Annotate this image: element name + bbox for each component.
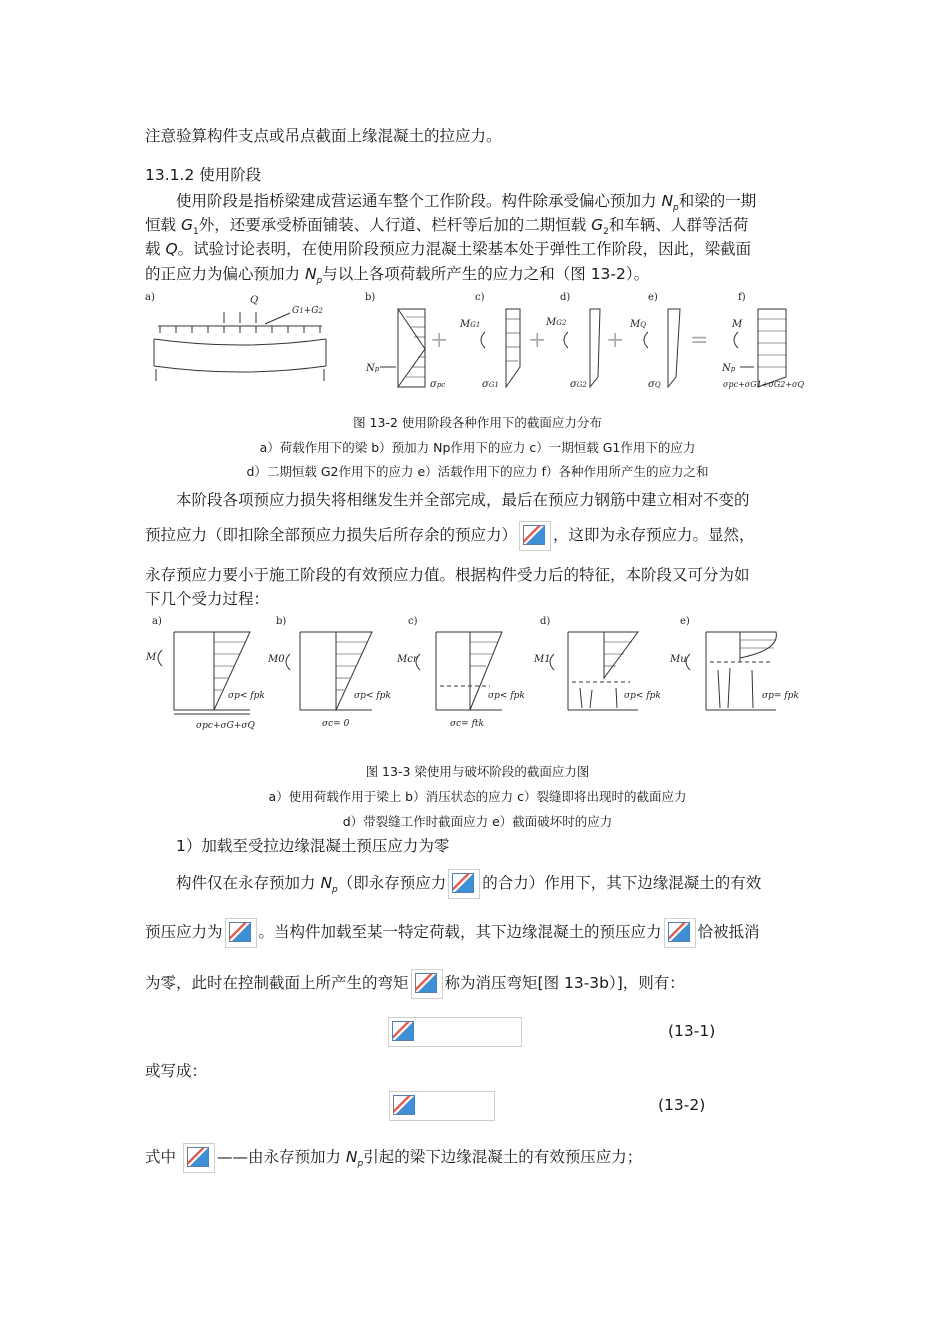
svg-text:M1: M1	[534, 654, 551, 665]
svg-text:Np: Np	[366, 363, 380, 374]
svg-text:b): b)	[365, 292, 376, 303]
svg-text:σc= ftk: σc= ftk	[450, 719, 484, 729]
formula-image-placeholder	[519, 521, 551, 551]
svg-text:σpc+σG+σQ: σpc+σG+σQ	[196, 721, 255, 731]
svg-text:c): c)	[408, 616, 418, 627]
paragraph-line: 载 Q。试验讨论表明，在使用阶段预应力混凝土梁基本处于弹性工作阶段，因此，梁截面	[145, 240, 752, 258]
svg-text:d): d)	[540, 616, 551, 627]
svg-text:σp< fpk: σp< fpk	[228, 691, 265, 701]
formula-image-placeholder	[225, 918, 257, 948]
figure-13-2	[140, 287, 820, 399]
figure-subcaption: a）荷载作用下的梁 b）预加力 Np作用下的应力 c）一期恒载 G1作用下的应力	[259, 440, 696, 455]
svg-text:σG2: σG2	[570, 379, 587, 390]
formula-image-placeholder	[411, 969, 443, 999]
svg-text:f): f)	[738, 292, 746, 303]
formula-image-placeholder	[183, 1143, 215, 1173]
paragraph-line: 式中 ——由永存预加力 $N_p$引起的梁下边缘混凝土的有效预压应力；	[145, 1142, 810, 1179]
figure-caption: 图 13-2 使用阶段各种作用下的截面应力分布	[353, 415, 602, 430]
figure-subcaption: d）二期恒载 G2作用下的应力 e）活载作用下的应力 f）各种作用所产生的应力之和	[246, 464, 709, 479]
svg-text:+: +	[528, 328, 547, 353]
paragraph-intro: 注意验算构件支点或吊点截面上缘混凝土的拉应力。	[145, 127, 502, 145]
svg-text:+: +	[606, 328, 625, 353]
svg-text:σp< fpk: σp< fpk	[624, 691, 661, 701]
svg-text:b): b)	[276, 616, 287, 627]
paragraph-line: 下几个受力过程：	[145, 590, 270, 608]
paragraph-line: 预拉应力（即扣除全部预应力损失后所存余的预应力） ，这即为永存预应力。显然，	[145, 520, 810, 551]
paragraph-line: 构件仅在永存预加力 $N_p$（即永存预应力 的合力）作用下，其下边缘混凝土的有效	[145, 868, 810, 905]
svg-text:MG1: MG1	[460, 319, 481, 330]
equation-image-placeholder	[389, 1091, 495, 1121]
svg-text:σp< fpk: σp< fpk	[354, 691, 391, 701]
figure-subcaption: a）使用荷载作用于梁上 b）消压状态的应力 c）裂缝即将出现时的截面应力	[268, 789, 687, 804]
paragraph-line: 恒载 $G_1$外，还要承受桥面铺装、人行道、栏杆等后加的二期恒载 $G_2$和车辆、人群等活荷	[145, 216, 749, 238]
svg-text:σp= fpk: σp= fpk	[762, 691, 799, 701]
section-heading: 13.1.2 使用阶段	[145, 166, 262, 184]
svg-text:Mu: Mu	[670, 654, 687, 665]
svg-text:σG1: σG1	[482, 379, 499, 390]
equation-number: (13-2)	[658, 1096, 706, 1114]
list-item: 1）加载至受拉边缘混凝土预压应力为零	[176, 837, 450, 855]
svg-text:e): e)	[648, 292, 658, 303]
paragraph-line: 本阶段各项预应力损失将相继发生并全部完成，最后在预应力钢筋中建立相对不变的	[176, 491, 750, 509]
svg-text:M: M	[732, 319, 743, 330]
svg-text:MQ: MQ	[630, 319, 646, 330]
svg-text:Mcr: Mcr	[397, 654, 418, 665]
svg-text:σp< fpk: σp< fpk	[488, 691, 525, 701]
svg-text:σpc+σG1+σG2+σQ: σpc+σG1+σG2+σQ	[723, 380, 805, 389]
svg-text:=: =	[690, 328, 709, 353]
paragraph-line: 为零，此时在控制截面上所产生的弯矩 称为消压弯矩[图 13-3b）]，则有：	[145, 968, 810, 999]
paragraph-line: 的正应力为偏心预加力 $N_p$与以上各项荷载所产生的应力之和（图 13-2）。	[145, 265, 650, 287]
paragraph-line: 或写成：	[145, 1062, 208, 1080]
svg-text:a): a)	[152, 616, 162, 627]
equation-image-placeholder	[388, 1017, 522, 1047]
svg-text:d): d)	[560, 292, 571, 303]
svg-text:c): c)	[475, 292, 485, 303]
svg-text:M: M	[146, 652, 157, 663]
equation-number: (13-1)	[668, 1022, 716, 1040]
formula-image-placeholder	[448, 869, 480, 899]
svg-text:Q: Q	[250, 295, 259, 306]
svg-text:MG2: MG2	[546, 317, 567, 328]
svg-text:+: +	[430, 328, 449, 353]
formula-image-placeholder	[664, 918, 696, 948]
svg-text:σQ: σQ	[648, 379, 661, 390]
svg-text:e): e)	[680, 616, 690, 627]
paragraph-line: 永存预应力要小于施工阶段的有效预应力值。根据构件受力后的特征，本阶段又可分为如	[145, 566, 750, 584]
figure-13-3	[140, 610, 820, 735]
svg-text:a): a)	[145, 292, 155, 303]
svg-text:Np: Np	[722, 363, 736, 374]
svg-text:G1+G2: G1+G2	[292, 306, 323, 316]
paragraph-line: 预压应力为 。当构件加载至某一特定荷载，其下边缘混凝土的预压应力 恰被抵消	[145, 917, 810, 948]
figure-caption: 图 13-3 梁使用与破坏阶段的截面应力图	[365, 764, 590, 779]
figure-subcaption: d）带裂缝工作时截面应力 e）截面破坏时的应力	[342, 814, 613, 829]
svg-text:σpc: σpc	[430, 379, 446, 390]
svg-text:M0: M0	[268, 654, 285, 665]
svg-text:σc= 0: σc= 0	[322, 719, 350, 729]
paragraph-line: 使用阶段是指桥梁建成营运通车整个工作阶段。构件除承受偏心预加力 $N_p$和梁的一期	[176, 192, 757, 214]
